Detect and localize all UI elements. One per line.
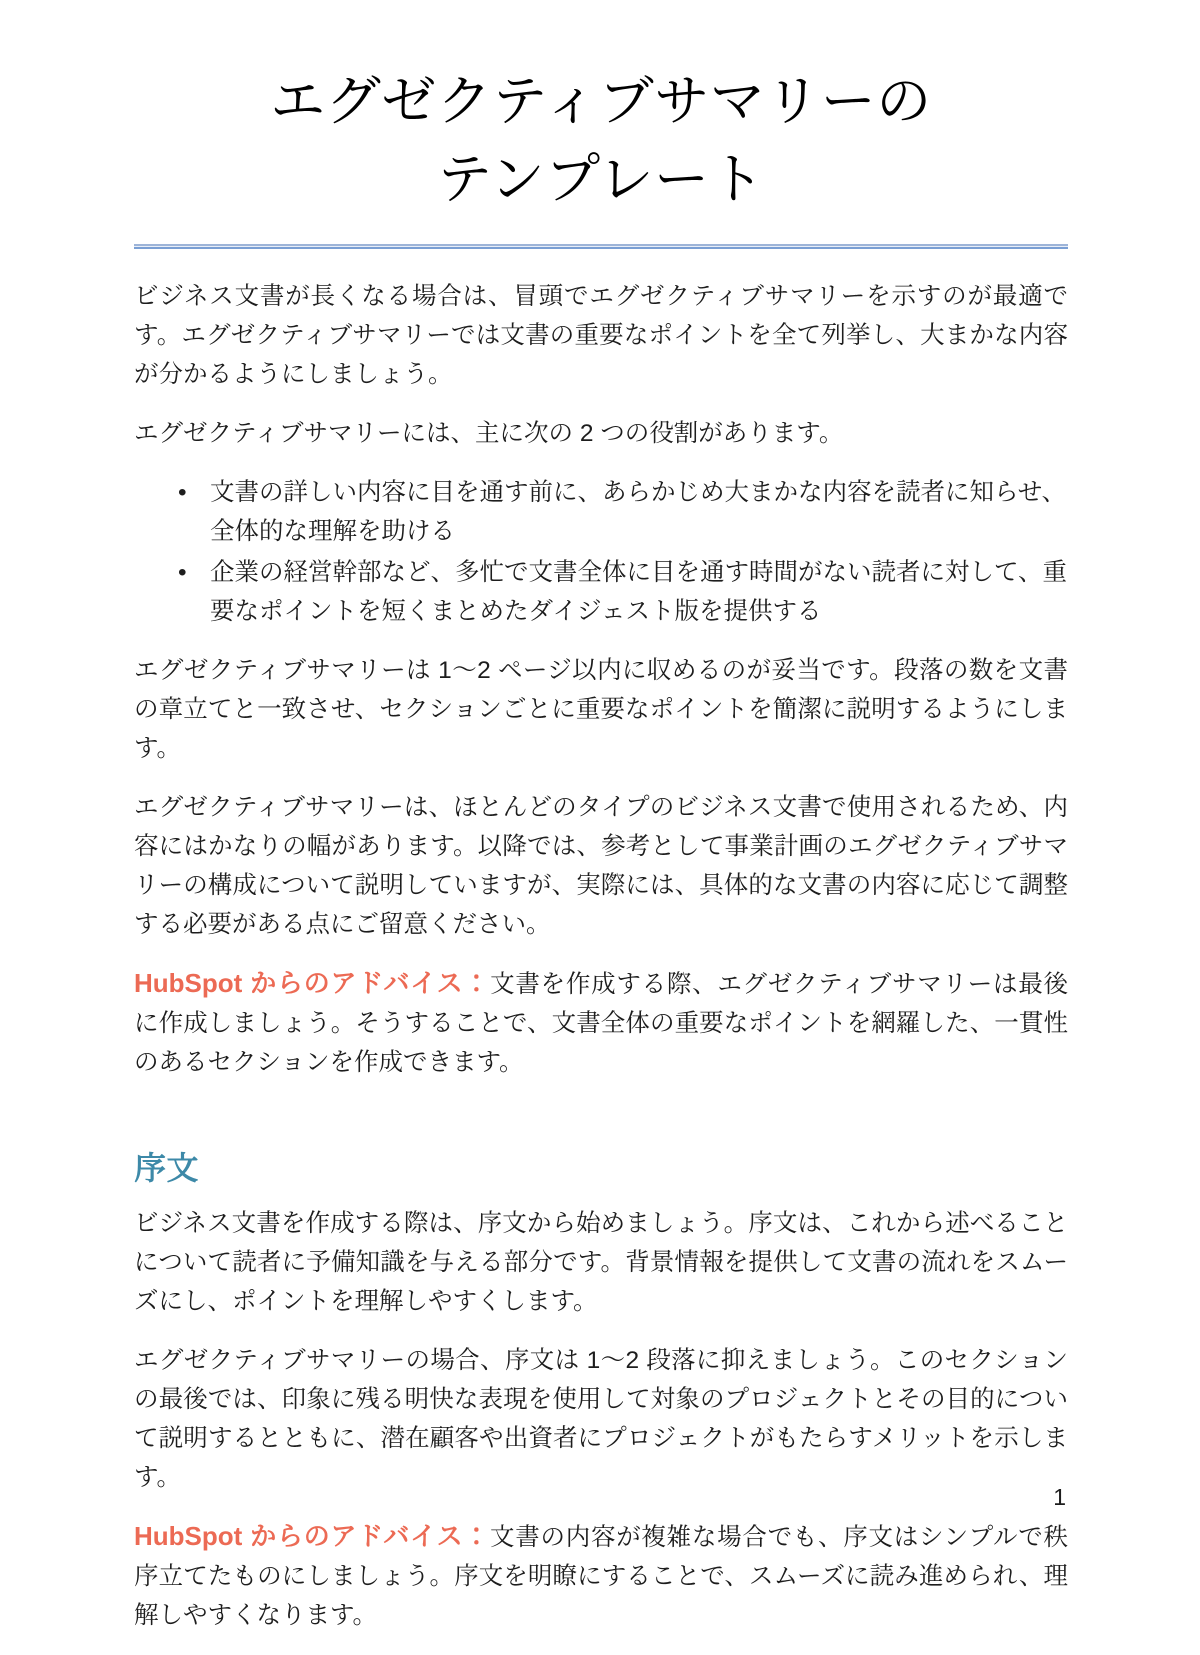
list-item-label: 企業の経営幹部など、多忙で文書全体に目を通す時間がない読者に対して、重要なポイントを短くまとめたダイジェスト版を提供する bbox=[210, 559, 1068, 626]
intro-section bbox=[134, 277, 1068, 1082]
intro-paragraph-4: エグゼクティブサマリーは、ほとんどのタイプのビジネス文書で使用されるため、内容にはかなりの幅があります。以降では、参考として事業計画のエグゼクティブサマリーの構成について説明していますが、実際には、具体的な文書の内容に応じて調整する必要がある点にご留意ください。 bbox=[134, 794, 1068, 939]
intro-paragraph-1: ビジネス文書が長くなる場合は、冒頭でエグゼクティブサマリーを示すのが最適です。エグゼクティブサマリーでは文書の重要なポイントを全て列挙し、大まかな内容が分かるようにしましょう。 bbox=[134, 283, 1068, 389]
hubspot-tip-label: HubSpot からのアドバイス： bbox=[134, 1521, 491, 1552]
page-number: 1 bbox=[1053, 1484, 1066, 1510]
hubspot-tip-text: 文書の内容が複雑な場合でも、序文はシンプルで秩序立てたものにしましょう。序文を明瞭にすることで、スムーズに読み進められ、理解しやすくなります。 bbox=[134, 1524, 1069, 1630]
hubspot-tip-callout-2 bbox=[134, 1517, 1068, 1635]
hubspot-tip-text: 文書を作成する際、エグゼクティブサマリーは最後に作成しましょう。そうすることで、文書全体の重要なポイントを網羅した、一貫性のあるセクションを作成できます。 bbox=[134, 971, 1068, 1077]
list-item-label: 文書の詳しい内容に目を通す前に、あらかじめ大まかな内容を読者に知らせ、全体的な理解を助ける bbox=[210, 479, 1067, 546]
hubspot-tip-label: HubSpot からのアドバイス： bbox=[134, 968, 491, 999]
title-divider bbox=[134, 244, 1068, 249]
page-title-line-1: エグゼクティブサマリーの bbox=[270, 70, 932, 132]
section-heading-preface: 序文 bbox=[134, 1150, 200, 1187]
bullet-marker-icon: • bbox=[178, 559, 187, 587]
page-title-line-2: テンプレート bbox=[436, 148, 766, 211]
document-content bbox=[134, 0, 1068, 1655]
bullet-marker-icon: • bbox=[178, 479, 187, 507]
intro-paragraph-2: エグゼクティブサマリーには、主に次の 2 つの役割があります。 bbox=[134, 420, 844, 448]
list-item bbox=[134, 553, 1068, 631]
preface-paragraph-2: エグゼクティブサマリーの場合、序文は 1〜2 段落に抑えましょう。このセクションの最後では、印象に残る明快な表現を使用して対象のプロジェクトとその目的について説明するとともに、潜在顧客や出資者にプロジェクトがもたらすメリットを示します。 bbox=[134, 1347, 1068, 1492]
preface-paragraph-1: ビジネス文書を作成する際は、序文から始めましょう。序文は、これから述べることについて読者に予備知識を与える部分です。背景情報を提供して文書の流れをスムーズにし、ポイントを理解しやすくします。 bbox=[134, 1210, 1068, 1316]
list-item bbox=[134, 473, 1068, 551]
intro-bullet-list bbox=[134, 473, 1068, 631]
intro-paragraph-3: エグゼクティブサマリーは 1〜2 ページ以内に収めるのが妥当です。段落の数を文書の章立てと一致させ、セクションごとに重要なポイントを簡潔に説明するようにします。 bbox=[134, 657, 1068, 763]
preface-section bbox=[134, 1102, 1068, 1635]
hubspot-tip-callout-1 bbox=[134, 964, 1068, 1082]
page-title bbox=[134, 0, 1068, 218]
